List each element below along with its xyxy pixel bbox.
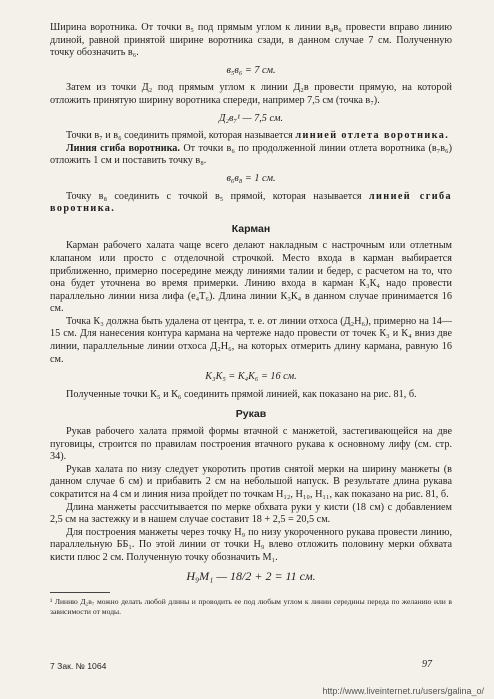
- formula-v6v8: в₆в₈ = 1 см.: [226, 172, 276, 184]
- term-fold: линией сгиба воротника.: [50, 190, 452, 215]
- text-run: От точки в₆ по продолженной линии отлета воротника (в₇в₆) отложить 1 см и поставить точку в₈.: [50, 142, 452, 167]
- page-number: 97: [422, 659, 432, 670]
- text-run: Точку в₈ соединить с точкой в₅ прямой, которая называется: [66, 190, 369, 202]
- paragraph-pocket-1: Карман рабочего халата чаще всего делают накладным с настрочным или отлетным клапаном или просто с отделочной строчкой. Место входа в карман выбирается приближенно, примерно посередине между линиями талии и бедер, с расчетом на то, что она будет уточнена во время примерки. Линию входа в карман К₃К₄ надо провести параллельно линии низа лифа (e₄T₆). Длина линии К₃К₄ в данном случае принимается 16 см.: [50, 240, 452, 315]
- formula-d2v7: Д₂в₇¹ — 7,5 см.: [218, 112, 284, 124]
- paragraph-fold-line: [50, 143, 452, 168]
- paragraph-collar-width: Ширина воротника. От точки в₅ под прямым углом к линии в₄в₆ провести вправо линию длиной, равной принятой ширине воротника сзади, в данном случае 7 см. Полученную точку обозначить в₆.: [50, 22, 452, 59]
- paragraph-front-width: Затем из точки Д₂ под прямым углом к линии Д₂в провести прямую, на которой отложить принятую ширину воротника спереди, например 7,5 см (точка в₇).: [50, 82, 452, 106]
- term-otlet: линией отлета воротника.: [295, 130, 450, 142]
- paragraph-sleeve-4: Для построения манжеты через точку Н₉ по низу укороченного рукава провести линию, параллельную ББ₁. По этой линии от точки Н₉ влево отложить половину мерки обхвата кисти плюс 2 см. Полученную точку обозначить М₁.: [50, 526, 452, 563]
- heading-pocket: Карман: [231, 222, 271, 235]
- paragraph-sleeve-1: Рукав рабочего халата прямой формы втачной с манжетой, застегивающейся на две пуговицы, строится по правилам построения втачного рукава к основному лифу (см. стр. 34).: [50, 426, 452, 463]
- paragraph-fold-connect: [50, 191, 452, 216]
- paragraph-sleeve-3: Длина манжеты рассчитывается по мерке обхвата руки у кисти (18 см) с добавлением 2,5 см на застежку и в нашем случае составит 18 + 2,5 = 20,5 см.: [50, 501, 452, 526]
- paragraph-pocket-2: Точка К₃ должна быть удалена от центра, т. е. от линии отхоса (Д₂Н₆), примерно на 14—15 см. Для нанесения контура кармана на чертеже надо провести от точек К₃ и К₄ вниз две линии, параллельные линии отхоса Д₂Н₆, на которых отмерить длину кармана, равную 16 см.: [50, 315, 452, 365]
- formula-k3k5: К₃К₅ = К₄К₆ = 16 см.: [205, 371, 297, 383]
- print-info: 7 Зак. № 1064: [50, 661, 107, 671]
- formula-h9m1: Н₉М₁ — 18/2 + 2 = 11 см.: [186, 568, 316, 583]
- paragraph-pocket-3: Полученные точки К₅ и К₆ соединить прямой линией, как показано на рис. 81, б.: [66, 388, 417, 400]
- subheading-fold-line: Линия сгиба воротника.: [66, 142, 180, 154]
- text-run: Точки в₇ и в₆ соединить прямой, которая называется: [66, 130, 296, 142]
- footnote-divider: [50, 592, 110, 593]
- paragraph-otlet-line: [50, 130, 452, 143]
- paragraph-sleeve-2: Рукав халата по низу следует укоротить против снятой мерки на ширину манжеты (в данном случае 6 см) и прибавить 2 см на небольшой напуск. В результате длина рукава сократится на 4 см и линия низа пройдет по точкам Н₁₂, Н₁₀, Н₁₁, как показано на рис. 81, б.: [50, 463, 452, 500]
- formula-v5v6: в₅в₆ = 7 см.: [226, 64, 276, 76]
- footnote: ¹ Линию Д₂в₇ можно делать любой длины и проводить ее под любым углом к линии середины переда по желанию или в зависимости от моды.: [50, 597, 452, 616]
- heading-sleeve: Рукав: [235, 408, 267, 421]
- watermark-url: http://www.liveinternet.ru/users/galina_o/: [322, 686, 484, 696]
